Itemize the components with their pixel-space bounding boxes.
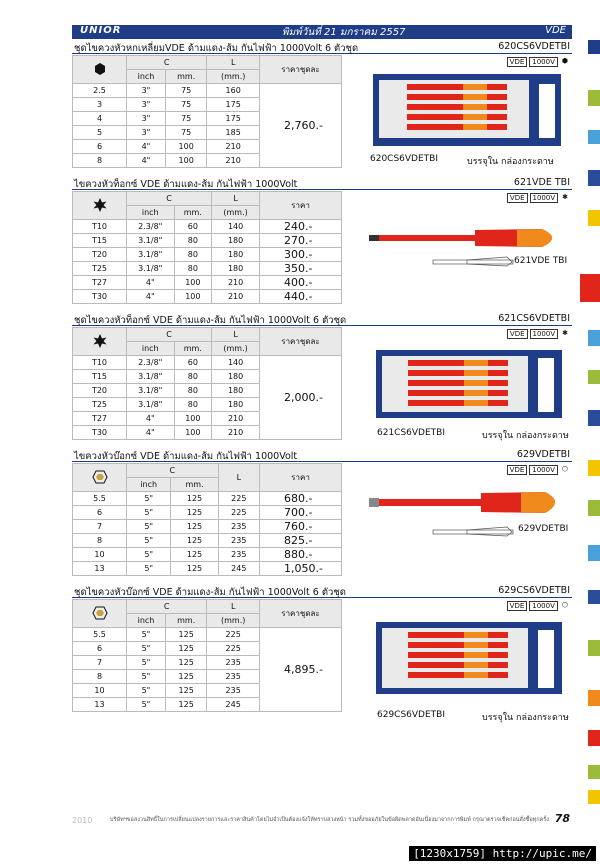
set-price: 2,000.-: [260, 356, 342, 440]
set-price: 4,895.-: [260, 628, 342, 712]
print-date: พิมพ์วันที่ 21 มกราคม 2557: [282, 27, 406, 38]
table-row: [73, 548, 342, 562]
table-cell: 125: [165, 684, 206, 698]
table-cell: 235: [207, 684, 260, 698]
hex-outline-icon: ⬡: [561, 601, 568, 609]
table-row: [73, 220, 342, 234]
torx-icon: ✱: [562, 193, 568, 201]
table-cell: C: [127, 328, 212, 342]
table-cell: 3": [127, 112, 166, 126]
table-cell: T20: [73, 248, 127, 262]
nut-driver-icon: [73, 464, 127, 492]
table-cell: mm.: [165, 70, 206, 84]
table-cell: 4": [127, 276, 175, 290]
table-row: [73, 520, 342, 534]
table-cell: 140: [212, 220, 260, 234]
lightning-icon: [580, 274, 600, 302]
table-cell: 210: [212, 276, 260, 290]
section-title-bar: [72, 312, 572, 326]
table-cell: 175: [207, 112, 260, 126]
watermark: [1230x1759] http://upic.me/: [409, 846, 596, 861]
table-cell: 7: [73, 520, 127, 534]
table-cell: (mm.): [212, 342, 260, 356]
table-cell: 5": [127, 656, 166, 670]
table-cell: 80: [174, 398, 212, 412]
table-cell: 225: [218, 492, 259, 506]
certification-badges: [507, 601, 570, 611]
certification-badges: [507, 465, 570, 475]
table-cell: 3": [127, 126, 166, 140]
table-cell: 3": [127, 84, 166, 98]
table-cell: 75: [165, 98, 206, 112]
table-cell: 225: [207, 628, 260, 642]
table-cell: 210: [212, 412, 260, 426]
side-tab: [588, 210, 600, 226]
side-tab: [588, 40, 600, 54]
table-cell: 210: [207, 154, 260, 168]
table-cell: ราคาชุดละ: [260, 600, 342, 628]
table-cell: inch: [127, 342, 175, 356]
table-row: [73, 492, 342, 506]
side-tab: [588, 790, 600, 804]
unit-price: 880.-: [260, 548, 342, 562]
unit-price: 240.-: [260, 220, 342, 234]
section-title: ไขควงหัวบ๊อกซ์ VDE ด้ามแดง-ส้ม กันไฟฟ้า 1000Volt: [74, 451, 298, 462]
unit-price: 440.-: [260, 290, 342, 304]
spec-table: [72, 463, 342, 576]
table-cell: 3.1/8": [127, 398, 175, 412]
table-cell: T25: [73, 262, 127, 276]
table-cell: 100: [165, 154, 206, 168]
side-tab: [588, 90, 600, 106]
side-tab: [588, 590, 600, 604]
table-cell: (mm.): [207, 70, 260, 84]
table-cell: 4": [127, 140, 166, 154]
table-cell: 5": [127, 642, 166, 656]
table-cell: 3.1/8": [127, 234, 175, 248]
table-cell: 60: [174, 220, 212, 234]
table-cell: 80: [174, 262, 212, 276]
table-cell: 225: [207, 642, 260, 656]
section-title-bar: [72, 584, 572, 598]
table-cell: 125: [171, 548, 218, 562]
section-title-bar: [72, 40, 572, 54]
table-cell: 180: [212, 248, 260, 262]
table-cell: 235: [218, 534, 259, 548]
section-title: ไขควงหัวท็อกซ์ VDE ด้ามแดง-ส้ม กันไฟฟ้า 1000Volt: [74, 179, 298, 190]
table-cell: mm.: [165, 614, 206, 628]
table-cell: 245: [218, 562, 259, 576]
table-cell: 5": [127, 628, 166, 642]
vde-icon: VDE: [507, 193, 528, 203]
table-cell: L: [218, 464, 259, 492]
table-cell: 80: [174, 384, 212, 398]
table-cell: 5": [127, 492, 171, 506]
table-cell: 100: [174, 276, 212, 290]
page-number: 78: [554, 812, 570, 825]
product-image-boxed-set: [372, 620, 567, 700]
certification-badges: [507, 57, 570, 67]
image-caption: 629VDETBI: [518, 524, 569, 534]
table-cell: 8: [73, 670, 127, 684]
image-caption: 629CS6VDETBI: [377, 710, 446, 720]
table-cell: 75: [165, 84, 206, 98]
voltage-badge: 1000V: [529, 601, 558, 611]
side-tab: [588, 690, 600, 706]
table-cell: 5": [127, 548, 171, 562]
section-title: ชุดไขควงหัวหกเหลี่ยมVDE ด้ามแดง-ส้ม กันไฟฟ้า 1000Volt 6 ตัวชุด: [74, 43, 359, 54]
table-cell: 13: [73, 562, 127, 576]
side-tab: [588, 500, 600, 516]
table-cell: C: [127, 464, 219, 478]
unit-price: 350.-: [260, 262, 342, 276]
section-629VDETBI: [72, 448, 572, 578]
section-title-bar: [72, 448, 572, 462]
table-row: [73, 506, 342, 520]
catalog-year: 2010: [72, 816, 93, 825]
table-cell: 6: [73, 642, 127, 656]
table-cell: 5: [73, 126, 127, 140]
table-cell: 2.5: [73, 84, 127, 98]
table-cell: 5.5: [73, 628, 127, 642]
table-cell: 80: [174, 234, 212, 248]
spec-table: [72, 191, 342, 304]
table-cell: 100: [174, 412, 212, 426]
product-code: 621CS6VDETBI: [498, 313, 570, 324]
table-cell: 3.1/8": [127, 370, 175, 384]
table-cell: mm.: [174, 206, 212, 220]
table-row: [73, 84, 342, 98]
unit-price: 1,050.-: [260, 562, 342, 576]
table-cell: (mm.): [207, 614, 260, 628]
table-cell: mm.: [174, 342, 212, 356]
table-cell: T30: [73, 290, 127, 304]
table-cell: 125: [171, 520, 218, 534]
table-cell: mm.: [171, 478, 218, 492]
table-cell: 10: [73, 548, 127, 562]
section-620CS6VDETBI: [72, 40, 572, 173]
section-title-bar: [72, 176, 572, 190]
table-cell: 10: [73, 684, 127, 698]
table-row: [73, 356, 342, 370]
unit-price: 400.-: [260, 276, 342, 290]
table-cell: 245: [207, 698, 260, 712]
table-cell: ราคาชุดละ: [260, 56, 342, 84]
side-tab: [588, 410, 600, 426]
table-cell: ราคา: [260, 464, 342, 492]
vde-icon: VDE: [507, 601, 528, 611]
table-cell: 125: [165, 670, 206, 684]
table-cell: L: [212, 192, 260, 206]
packaging-note: บรรจุใน กล่องกระดาษ: [482, 713, 569, 723]
certification-badges: [507, 329, 570, 339]
product-code: 629VDETBI: [516, 449, 570, 460]
table-cell: 125: [165, 656, 206, 670]
table-cell: 180: [212, 234, 260, 248]
table-cell: 4": [127, 426, 175, 440]
side-tab: [588, 730, 600, 746]
table-cell: 235: [218, 548, 259, 562]
table-cell: 125: [165, 628, 206, 642]
table-cell: 8: [73, 154, 127, 168]
table-row: [73, 562, 342, 576]
brand-logo: UNIOR: [80, 25, 122, 36]
hex-icon: ⬢: [561, 57, 568, 65]
table-cell: 5": [127, 698, 166, 712]
table-cell: 185: [207, 126, 260, 140]
table-cell: inch: [127, 206, 175, 220]
table-cell: (mm.): [212, 206, 260, 220]
table-cell: 160: [207, 84, 260, 98]
vde-icon: VDE: [507, 57, 528, 67]
packaging-note: บรรจุใน กล่องกระดาษ: [467, 157, 554, 167]
table-cell: inch: [127, 478, 171, 492]
table-cell: 3.1/8": [127, 262, 175, 276]
section-title: ชุดไขควงหัวท็อกซ์ VDE ด้ามแดง-ส้ม กันไฟฟ้า 1000Volt 6 ตัวชุด: [74, 315, 347, 326]
table-cell: L: [207, 600, 260, 614]
voltage-badge: 1000V: [529, 57, 558, 67]
table-cell: 5": [127, 562, 171, 576]
table-cell: 80: [174, 248, 212, 262]
side-tab: [588, 765, 600, 779]
side-tab: [588, 545, 600, 561]
table-cell: 5": [127, 506, 171, 520]
side-tab: [588, 460, 600, 476]
product-code: 621VDE TBI: [513, 177, 570, 188]
image-caption: 621VDE TBI: [514, 256, 568, 266]
table-cell: 210: [207, 140, 260, 154]
table-cell: 13: [73, 698, 127, 712]
table-cell: 125: [171, 534, 218, 548]
table-cell: T10: [73, 356, 127, 370]
vde-icon: VDE: [507, 465, 528, 475]
table-cell: 225: [218, 506, 259, 520]
table-cell: 80: [174, 370, 212, 384]
table-row: [73, 276, 342, 290]
table-cell: C: [127, 600, 207, 614]
table-cell: T27: [73, 276, 127, 290]
table-cell: 180: [212, 384, 260, 398]
page-header-bar: [72, 25, 572, 39]
table-cell: 5": [127, 684, 166, 698]
table-cell: 100: [165, 140, 206, 154]
table-cell: 210: [212, 290, 260, 304]
table-cell: 4": [127, 154, 166, 168]
table-cell: L: [207, 56, 260, 70]
table-cell: 7: [73, 656, 127, 670]
torx-icon: [73, 192, 127, 220]
table-cell: inch: [127, 70, 166, 84]
table-cell: 235: [218, 520, 259, 534]
table-cell: 75: [165, 126, 206, 140]
table-cell: T10: [73, 220, 127, 234]
table-row: [73, 290, 342, 304]
voltage-badge: 1000V: [530, 193, 559, 203]
table-cell: 175: [207, 98, 260, 112]
table-cell: 3.1/8": [127, 248, 175, 262]
table-cell: 4": [127, 290, 175, 304]
table-cell: 235: [207, 670, 260, 684]
table-cell: 4": [127, 412, 175, 426]
torx-icon: ✱: [562, 329, 568, 337]
table-cell: 8: [73, 534, 127, 548]
table-cell: ราคา: [260, 192, 342, 220]
voltage-badge: 1000V: [529, 465, 558, 475]
table-cell: 60: [174, 356, 212, 370]
voltage-badge: 1000V: [530, 329, 559, 339]
nut-driver-icon: [73, 600, 127, 628]
table-cell: 5": [127, 534, 171, 548]
image-caption: 620CS6VDETBI: [370, 154, 439, 164]
footer-disclaimer: บริษัทฯขอสงวนสิทธิ์ในการเปลี่ยนแปลงรายการและราคาสินค้าโดยไม่จำเป็นต้องแจ้งให้ทราบล่วงหน้า รวมทั้งขออภัยในข้อผิดพลาดอันเนื่องมาจากการพิมพ์ กรุณาตรวจเช็คก่อนสั่งซื้อทุกครั้ง: [110, 817, 549, 823]
side-tab: [588, 170, 600, 186]
table-row: [73, 534, 342, 548]
table-cell: 3": [127, 98, 166, 112]
unit-price: 825.-: [260, 534, 342, 548]
table-cell: 235: [207, 656, 260, 670]
table-cell: 125: [171, 506, 218, 520]
product-image-boxed-set: [372, 348, 567, 424]
certification-badges: [507, 193, 570, 203]
unit-price: 680.-: [260, 492, 342, 506]
unit-price: 270.-: [260, 234, 342, 248]
set-price: 2,760.-: [260, 84, 342, 168]
table-cell: 125: [165, 698, 206, 712]
side-tab: [588, 640, 600, 656]
side-tab: [588, 130, 600, 144]
spec-table: [72, 599, 342, 712]
table-cell: 5.5: [73, 492, 127, 506]
product-code: 629CS6VDETBI: [498, 585, 570, 596]
image-caption: 621CS6VDETBI: [377, 428, 446, 438]
table-cell: 180: [212, 370, 260, 384]
section-629CS6VDETBI: [72, 584, 572, 724]
table-row: [73, 234, 342, 248]
table-cell: T30: [73, 426, 127, 440]
table-cell: 180: [212, 262, 260, 276]
table-cell: 100: [174, 290, 212, 304]
table-cell: 140: [212, 356, 260, 370]
table-cell: T15: [73, 370, 127, 384]
table-cell: 5": [127, 520, 171, 534]
table-cell: inch: [127, 614, 166, 628]
section-621CS6VDETBI: [72, 312, 572, 442]
unit-price: 300.-: [260, 248, 342, 262]
table-cell: ราคาชุดละ: [260, 328, 342, 356]
table-cell: 75: [165, 112, 206, 126]
table-cell: T20: [73, 384, 127, 398]
spec-table: [72, 327, 342, 440]
table-cell: T27: [73, 412, 127, 426]
hex-outline-icon: ⬡: [561, 465, 568, 473]
table-cell: C: [127, 192, 212, 206]
section-title: ชุดไขควงหัวบ๊อกซ์ VDE ด้ามแดง-ส้ม กันไฟฟ้า 1000Volt 6 ตัวชุด: [74, 587, 346, 598]
product-code: 620CS6VDETBI: [498, 41, 570, 52]
side-tab: [588, 330, 600, 346]
table-cell: 125: [165, 642, 206, 656]
table-row: [73, 248, 342, 262]
table-cell: L: [212, 328, 260, 342]
table-row: [73, 262, 342, 276]
table-cell: 2.3/8": [127, 356, 175, 370]
table-cell: T25: [73, 398, 127, 412]
table-cell: 125: [171, 562, 218, 576]
table-cell: T15: [73, 234, 127, 248]
section-621VDETBI: [72, 176, 572, 306]
table-cell: 210: [212, 426, 260, 440]
table-cell: 5": [127, 670, 166, 684]
table-cell: 100: [174, 426, 212, 440]
unit-price: 700.-: [260, 506, 342, 520]
table-cell: 4: [73, 112, 127, 126]
table-cell: 6: [73, 140, 127, 154]
packaging-note: บรรจุใน กล่องกระดาษ: [482, 431, 569, 441]
category-label: VDE: [545, 25, 566, 36]
product-image-boxed-set: [367, 70, 567, 152]
unit-price: 760.-: [260, 520, 342, 534]
spec-table: [72, 55, 342, 168]
product-image-screwdriver: [367, 224, 567, 274]
table-cell: 125: [171, 492, 218, 506]
torx-icon: [73, 328, 127, 356]
hex-icon: [73, 56, 127, 84]
table-cell: 2.3/8": [127, 220, 175, 234]
side-tab: [588, 370, 600, 384]
table-cell: 3: [73, 98, 127, 112]
table-cell: 3.1/8": [127, 384, 175, 398]
product-image-nut-driver: [367, 488, 567, 544]
vde-icon: VDE: [507, 329, 528, 339]
table-cell: 180: [212, 398, 260, 412]
table-row: [73, 628, 342, 642]
table-cell: 6: [73, 506, 127, 520]
table-cell: C: [127, 56, 207, 70]
